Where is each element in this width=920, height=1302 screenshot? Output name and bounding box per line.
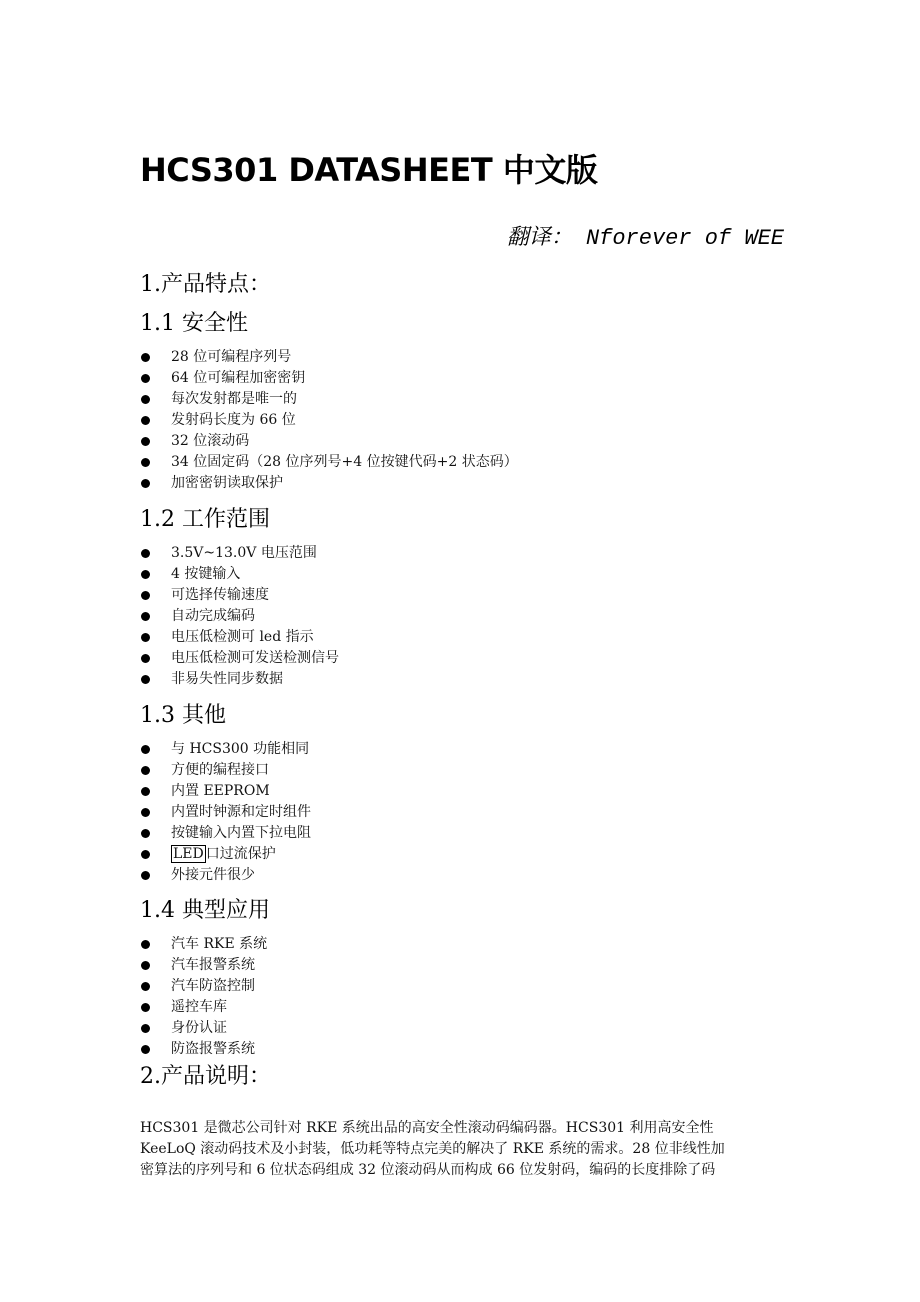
list-item: 汽车防盗控制	[140, 976, 267, 997]
bullet-icon	[141, 633, 150, 642]
bullet-icon	[141, 961, 150, 970]
document-title: HCS301 DATASHEET 中文版	[140, 151, 598, 189]
paragraph-line: KeeLoQ 滚动码技术及小封装，低功耗等特点完美的解决了 RKE 系统的需求。28 位非线性加	[140, 1141, 725, 1157]
bullet-icon	[141, 766, 150, 775]
bullet-icon	[141, 374, 150, 383]
paragraph-line: HCS301 是微芯公司针对 RKE 系统出品的高安全性滚动码编码器。HCS301 利用高安全性	[140, 1120, 714, 1136]
bullet-icon	[141, 940, 150, 949]
bullet-icon	[141, 395, 150, 404]
list-item: 电压低检测可发送检测信号	[140, 648, 339, 669]
bullet-icon	[141, 675, 150, 684]
list-item: 外接元件很少	[140, 865, 311, 886]
security-feature-list	[140, 347, 518, 494]
bullet-icon	[141, 850, 150, 859]
list-item: 3.5V~13.0V 电压范围	[140, 543, 339, 564]
list-item: 加密密钥读取保护	[140, 473, 518, 494]
bullet-icon	[141, 1024, 150, 1033]
bullet-icon	[141, 416, 150, 425]
subsection-heading-security: 1.1 安全性	[140, 311, 248, 336]
bullet-icon	[141, 353, 150, 362]
led-boxed-text: LED	[173, 846, 204, 862]
list-item: 可选择传输速度	[140, 585, 339, 606]
section-heading-description: 2.产品说明：	[140, 1064, 271, 1089]
list-item: 自动完成编码	[140, 606, 339, 627]
bullet-icon	[141, 745, 150, 754]
list-item: 汽车报警系统	[140, 955, 267, 976]
bullet-icon	[141, 1045, 150, 1054]
list-item: 发射码长度为 66 位	[140, 410, 518, 431]
list-item: 64 位可编程加密密钥	[140, 368, 518, 389]
product-description-paragraph	[140, 1118, 780, 1181]
bullet-icon	[141, 479, 150, 488]
translator-credit: 翻译： Nforever of WEE	[506, 226, 784, 251]
other-feature-list	[140, 739, 311, 886]
list-item: 电压低检测可 led 指示	[140, 627, 339, 648]
bullet-icon	[141, 787, 150, 796]
subsection-heading-other: 1.3 其他	[140, 703, 226, 728]
operating-range-list	[140, 543, 339, 690]
list-item: 身份认证	[140, 1018, 267, 1039]
bullet-icon	[141, 591, 150, 600]
paragraph-line: 密算法的序列号和 6 位状态码组成 32 位滚动码从而构成 66 位发射码，编码的长度排除了码	[140, 1162, 716, 1178]
bullet-icon	[141, 982, 150, 991]
list-item: 32 位滚动码	[140, 431, 518, 452]
list-item: 遥控车库	[140, 997, 267, 1018]
bullet-icon	[141, 437, 150, 446]
bullet-icon	[141, 570, 150, 579]
bullet-icon	[141, 549, 150, 558]
list-item: 与 HCS300 功能相同	[140, 739, 311, 760]
bullet-icon	[141, 458, 150, 467]
bullet-icon	[141, 829, 150, 838]
list-item: 每次发射都是唯一的	[140, 389, 518, 410]
list-item: 4 按键输入	[140, 564, 339, 585]
bullet-icon	[141, 612, 150, 621]
bullet-icon	[141, 654, 150, 663]
list-item: 防盗报警系统	[140, 1039, 267, 1060]
bullet-icon	[141, 808, 150, 817]
list-item: 按键输入内置下拉电阻	[140, 823, 311, 844]
bullet-icon	[141, 871, 150, 880]
list-item: LED 口过流保护	[140, 844, 311, 865]
applications-list	[140, 934, 267, 1060]
list-item: 28 位可编程序列号	[140, 347, 518, 368]
bullet-icon	[141, 1003, 150, 1012]
subsection-heading-applications: 1.4 典型应用	[140, 898, 270, 923]
section-heading-features: 1.产品特点：	[140, 272, 271, 297]
list-item: 汽车 RKE 系统	[140, 934, 267, 955]
list-item: 内置时钟源和定时组件	[140, 802, 311, 823]
list-item: 非易失性同步数据	[140, 669, 339, 690]
list-item: 34 位固定码（28 位序列号+4 位按键代码+2 状态码）	[140, 452, 518, 473]
list-item: 方便的编程接口	[140, 760, 311, 781]
subsection-heading-operating-range: 1.2 工作范围	[140, 507, 270, 532]
list-item: 内置 EEPROM	[140, 781, 311, 802]
